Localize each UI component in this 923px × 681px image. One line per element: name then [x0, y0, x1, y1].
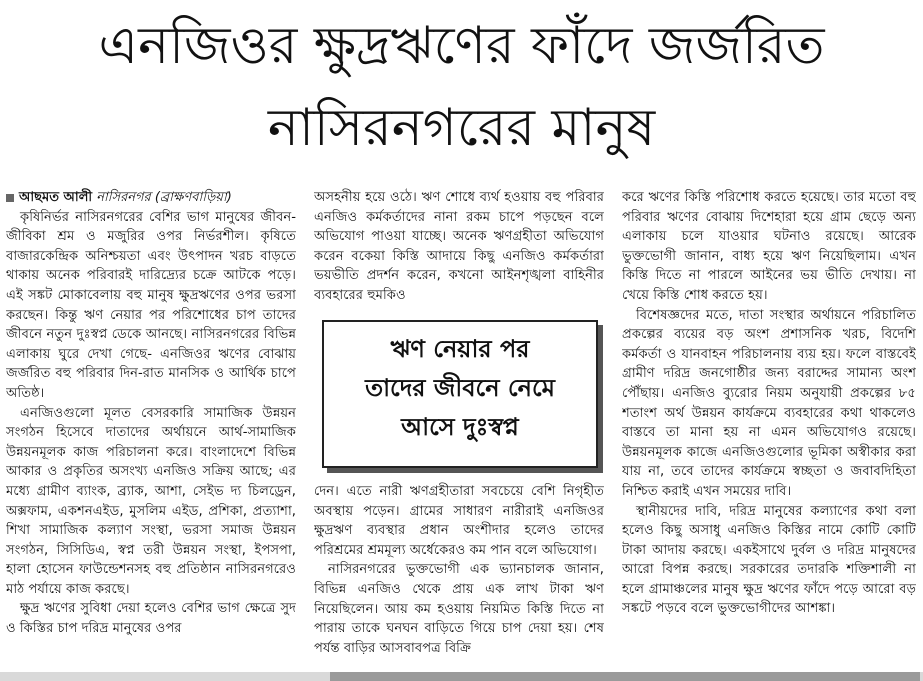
- bottom-image-strip: [0, 672, 923, 681]
- paragraph: ক্ষুদ্র ঋণের সুবিধা দেয়া হলেও বেশির ভাগ ক্ষেত্রে সুদ ও কিস্তির চাপ দরিদ্র মানুষের ওপর: [6, 601, 296, 637]
- headline-line-1: এনজিওর ক্ষুদ্রঋণের ফাঁদে জর্জরিত: [98, 16, 825, 76]
- paragraph: এনজিওগুলো মূলত বেসরকারি সামাজিক উন্নয়ন সংগঠন হিসেবে দাতাদের অর্থায়নে আর্থ-সামাজিক উন্নয়নমূলক কাজ পরিচালনা করে। বাংলাদেশে বিভিন্ন আকার ও প্রকৃতির অসংখ্য এনজিও সক্রিয় আছে; এর মধ্যে গ্রামীণ ব্যাংক, ব্র্যাক, আশা, সেইভ দ্য চিলড্রেন, অক্সফাম, একশনএইড, মুসলিম এইড, প্রশিকা, প্রত্যাশা, শিখা সামাজিক কল্যাণ সংস্থা, ভরসা সমাজ উন্নয়ন সংগঠন, সিসিডিএ, স্বপ্ন তরী উন্নয়ন সংস্থা, ইপসপা, হালা হোসেন ফাউন্ডেশনসহ বহু প্রতিষ্ঠান নাসিরনগরেও মাঠ পর্যায়ে কাজ করছে।: [6, 405, 296, 597]
- pull-quote-line-3: আসে দুঃস্বপ্ন: [401, 413, 519, 441]
- paragraph: বিশেষজ্ঞদের মতে, দাতা সংস্থার অর্থায়নে পরিচালিত প্রকল্পের ব্যয়ের বড় অংশ প্রশাসনিক খরচ, বিদেশি কর্মকর্তা ও যানবাহন পরিচালনায় ব্যয় হয়। ফলে বাস্তবেই গ্রামীণ দরিদ্র জনগোষ্ঠীর জন্য বরাদ্দের সামান্য অংশ পৌঁছায়। এনজিও ব্যুরোর নিয়ম অনুযায়ী প্রকল্পের ৮৫ শতাংশ অর্থ উন্নয়ন কার্যক্রমে ব্যবহারের কথা থাকলেও বাস্তবে তা মানা হয় না এমন অভিযোগও রয়েছে। উন্নয়নমূলক কাজে এনজিওগুলোর ভূমিকা অস্বীকার করা যায় না, তবে তাদের কার্যক্রমে স্বচ্ছতা ও জবাবদিহিতা নিশ্চিত করাই এখন সময়ের দাবি।: [622, 307, 916, 499]
- byline-location: নাসিরনগর (ব্রাক্ষণবাড়িয়া): [96, 190, 232, 205]
- article-column-1: [6, 188, 296, 658]
- article-column-2-top: [314, 188, 604, 310]
- paragraph: দেন। এতে নারী ঋণগ্রহীতারা সবচেয়ে বেশি নিগৃহীত অবস্থায় পড়েন। গ্রামের সাধারণ নারীরাই এনজিওর ক্ষুদ্রঋণ ব্যবস্থার প্রধান অংশীদার হলেও তাদের পরিশ্রমের শ্রমমূল্য অর্ধেকেরও কম পান বলে অভিযোগ।: [314, 484, 604, 558]
- byline-author: আছমত আলী: [19, 190, 93, 205]
- paragraph: করে ঋণের কিস্তি পরিশোধ করতে হয়েছে। তার মতো বহু পরিবার ঋণের বোঝায় দিশেহারা হয়ে গ্রাম ছেড়ে অন্য এলাকায় চলে যাওয়ার ঘটনাও রয়েছে। আরেক ভুক্তভোগী জানান, বাধ্য হয়ে ঋণ নিয়েছিলাম। এখন কিস্তি দিতে না পারলে আইনের ভয় ভীতি দেখায়। না খেয়ে কিস্তি শোধ করতে হয়।: [622, 190, 916, 303]
- paragraph: অসহনীয় হয়ে ওঠে। ঋণ শোধে ব্যর্থ হওয়ায় বহু পরিবার এনজিও কর্মকর্তাদের নানা রকম চাপে পড়ছেন বলে অভিযোগ পাওয়া যাচ্ছে। অনেক ঋণগ্রহীতা অভিযোগ করেন বকেয়া কিস্তি আদায়ে কিছু এনজিও কর্মকর্তারা ভয়ভীতি প্রদর্শন করেন, কখনো আইনশৃঙ্খলা বাহিনীর ব্যবহারের হুমকিও: [314, 190, 604, 303]
- pull-quote-line-2: তাদের জীবনে নেমে: [365, 374, 555, 402]
- pull-quote-box: [322, 320, 598, 468]
- byline: [6, 188, 296, 208]
- byline-bullet-icon: [6, 194, 14, 202]
- paragraph: স্থানীয়দের দাবি, দরিদ্র মানুষের কল্যাণের কথা বলা হলেও কিছু অসাধু এনজিও কিস্তির নামে কোটি কোটি টাকা আদায় করছে। একইসাথে দুর্বল ও দরিদ্র মানুষদের আরো বিপন্ন করছে। সরকারের তদারকি শক্তিশালী না হলে গ্রামাঞ্চলের মানুষ ক্ষুদ্র ঋণের ফাঁদে পড়ে আরো বড় সঙ্কটে পড়বে বলে ভুক্তভোগীদের আশঙ্কা।: [622, 503, 916, 617]
- pull-quote-line-1: ঋণ নেয়ার পর: [390, 335, 530, 363]
- article-column-2-bottom: [314, 482, 604, 658]
- paragraph: নাসিরনগরের ভুক্তভোগী এক ভ্যানচালক জানান, বিভিন্ন এনজিও থেকে প্রায় এক লাখ টাকা ঋণ নিয়েছিলেন। আয় কম হওয়ায় নিয়মিত কিস্তি দিতে না পারায় তাকে ঘনঘন বাড়িতে গিয়ে চাপ দেয়া হয়। শেষ পর্যন্ত বাড়ির আসবাবপত্র বিক্রি: [314, 562, 604, 656]
- bottom-image-dark: [330, 672, 920, 681]
- headline-line-2: নাসিরনগরের মানুষ: [267, 98, 656, 158]
- article-column-3: [622, 188, 916, 658]
- paragraph: কৃষিনির্ভর নাসিরনগরের বেশির ভাগ মানুষের জীবন-জীবিকা শ্রম ও মজুরির ওপর নির্ভরশীল। কৃষিতে বাজারকেন্দ্রিক অনিশ্চয়তা এবং উৎপাদন খরচ বাড়তে থাকায় অনেক পরিবারই দারিদ্র্যের চক্রে আটকে পড়ে। এই সঙ্কট মোকাবেলায় বহু মানুষ ক্ষুদ্রঋণের ওপর ভরসা করছেন। কিন্তু ঋণ নেয়ার পর পরিশোধের চাপ তাদের জীবনে নতুন দুঃস্বপ্ন ডেকে আনছে। নাসিরনগরের বিভিন্ন এলাকায় ঘুরে দেখা গেছে- এনজিওর ঋণের বোঝায় জর্জরিত বহু পরিবার দিন-রাত মানসিক ও আর্থিক চাপে অতিষ্ঠ।: [6, 209, 296, 401]
